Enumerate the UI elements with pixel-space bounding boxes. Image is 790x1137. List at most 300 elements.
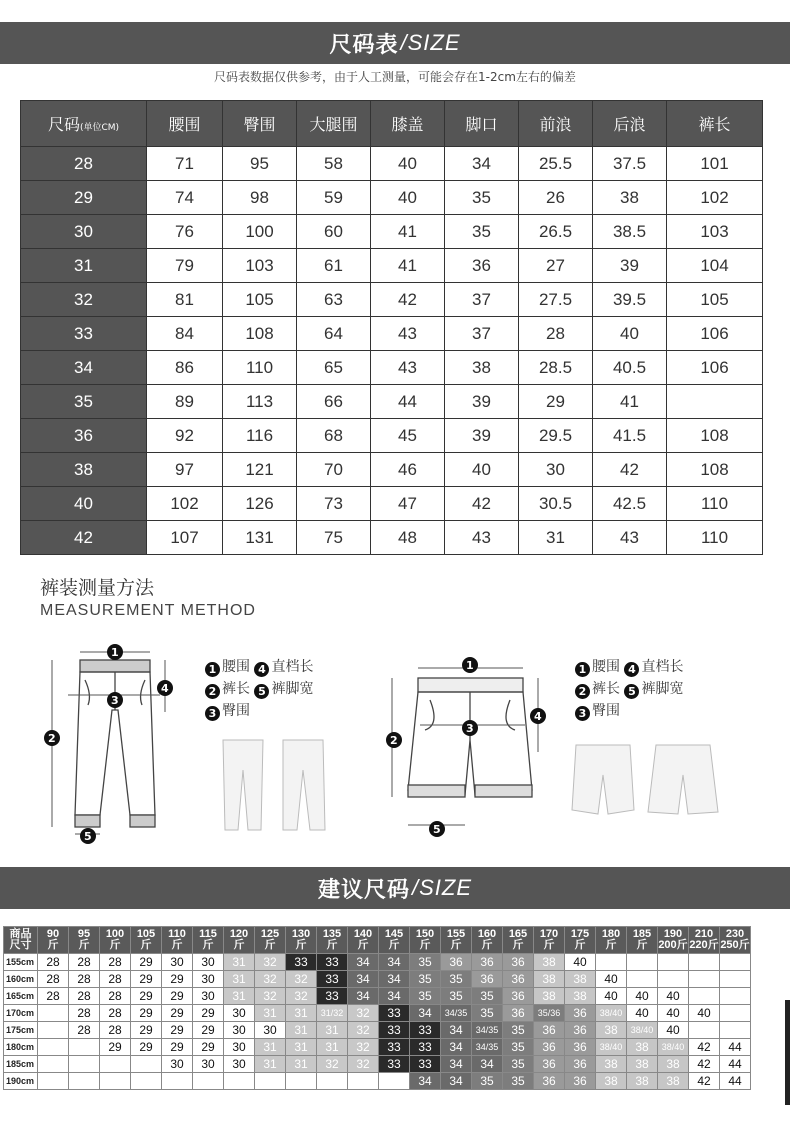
size-value: 101: [667, 147, 763, 181]
corner-top: 商品: [9, 928, 32, 940]
recommend-cell: [379, 1073, 410, 1090]
recommend-cell: 31: [255, 1056, 286, 1073]
recommend-cell: 38: [658, 1073, 689, 1090]
recommend-cell: 35: [503, 1073, 534, 1090]
weight-unit: 斤: [295, 939, 307, 951]
recommend-cell: 38: [534, 971, 565, 988]
size-col-header: 膝盖: [371, 101, 445, 147]
size-row: [21, 249, 763, 283]
svg-text:5: 5: [433, 823, 441, 836]
weight-unit: 斤: [202, 939, 214, 951]
height-label: 180cm: [4, 1039, 38, 1056]
size-value: 47: [371, 487, 445, 521]
size-value: 25.5: [519, 147, 593, 181]
measurement-title: 裤装测量方法: [40, 577, 155, 599]
size-col-header: 臀围: [223, 101, 297, 147]
size-value: 64: [297, 317, 371, 351]
weight-header: [441, 927, 472, 954]
recommend-cell: 38/40: [658, 1039, 689, 1056]
recommend-cell: 33: [317, 954, 348, 971]
recommend-cell: 28: [100, 971, 131, 988]
weight-header: [193, 927, 224, 954]
recommend-cell: 40: [596, 988, 627, 1005]
size-row: [21, 453, 763, 487]
recommend-title-cn: 建议尺码: [317, 877, 410, 903]
size-value: 89: [147, 385, 223, 419]
size-label: 36: [21, 419, 147, 453]
recommend-cell: [720, 1022, 751, 1039]
recommend-cell: 35/36: [534, 1005, 565, 1022]
legend-num-5: 5: [624, 684, 639, 699]
size-label: 34: [21, 351, 147, 385]
legend-num-1: 1: [205, 662, 220, 677]
recommend-cell: 38: [565, 988, 596, 1005]
size-value: 126: [223, 487, 297, 521]
weight-header: [286, 927, 317, 954]
weight-header: [627, 927, 658, 954]
recommend-cell: 28: [69, 1005, 100, 1022]
size-value: 39: [445, 419, 519, 453]
long-pants-photos: [215, 735, 335, 835]
legend-waist: 腰围: [592, 659, 620, 675]
legend-rise: 直档长: [271, 659, 314, 675]
weight-unit: 220斤: [689, 939, 719, 951]
weight-value: 140: [353, 928, 373, 940]
size-value: 26.5: [519, 215, 593, 249]
recommend-cell: [689, 971, 720, 988]
legend-waist: 腰围: [222, 659, 250, 675]
recommend-cell: 29: [162, 1005, 193, 1022]
svg-text:4: 4: [534, 710, 542, 723]
height-label: 160cm: [4, 971, 38, 988]
recommend-cell: [286, 1073, 317, 1090]
size-value: 37: [445, 283, 519, 317]
size-label: 31: [21, 249, 147, 283]
recommend-cell: 31: [286, 1005, 317, 1022]
recommend-cell: 35: [441, 988, 472, 1005]
size-row: [21, 215, 763, 249]
recommend-cell: 33: [410, 1039, 441, 1056]
recommend-cell: 40: [596, 971, 627, 988]
size-row: [21, 521, 763, 555]
recommend-cell: 34/35: [441, 1005, 472, 1022]
size-row: [21, 317, 763, 351]
size-value: 74: [147, 181, 223, 215]
svg-text:4: 4: [161, 682, 169, 695]
recommend-title-en: /SIZE: [412, 875, 473, 900]
recommend-cell: 42: [689, 1056, 720, 1073]
size-value: 42: [445, 487, 519, 521]
size-value: 116: [223, 419, 297, 453]
size-value: 108: [667, 453, 763, 487]
size-value: 41: [593, 385, 667, 419]
size-value: 68: [297, 419, 371, 453]
recommend-cell: [193, 1073, 224, 1090]
size-table: [20, 100, 763, 555]
size-col-header: 腰围: [147, 101, 223, 147]
weight-unit: 斤: [326, 939, 338, 951]
size-value: 39: [445, 385, 519, 419]
recommend-cell: 44: [720, 1056, 751, 1073]
size-value: 29: [519, 385, 593, 419]
recommend-cell: [689, 954, 720, 971]
recommend-row: [4, 988, 751, 1005]
recommend-cell: 38: [596, 1073, 627, 1090]
recommend-cell: 32: [348, 1056, 379, 1073]
recommend-row: [4, 1073, 751, 1090]
recommend-cell: 34/35: [472, 1039, 503, 1056]
recommend-cell: 31: [224, 954, 255, 971]
weight-value: 145: [384, 928, 404, 940]
recommend-cell: 36: [472, 971, 503, 988]
recommend-cell: 36: [565, 1022, 596, 1039]
size-value: 100: [223, 215, 297, 249]
recommend-cell: 28: [100, 1022, 131, 1039]
weight-unit: 250斤: [720, 939, 750, 951]
recommend-cell: [658, 971, 689, 988]
size-value: 40: [371, 147, 445, 181]
recommend-cell: 31: [317, 1039, 348, 1056]
recommend-cell: 32: [255, 971, 286, 988]
weight-header: [503, 927, 534, 954]
recommend-cell: [69, 1039, 100, 1056]
weight-value: 120: [229, 928, 249, 940]
size-value: 110: [223, 351, 297, 385]
recommend-cell: 36: [534, 1073, 565, 1090]
legend-hem: 裤脚宽: [641, 681, 684, 697]
recommend-cell: 36: [534, 1056, 565, 1073]
recommend-cell: 29: [131, 988, 162, 1005]
size-value: 102: [147, 487, 223, 521]
size-value: 43: [445, 521, 519, 555]
recommend-cell: 30: [162, 1056, 193, 1073]
recommend-cell: 38: [596, 1022, 627, 1039]
weight-header: [348, 927, 379, 954]
recommend-cell: 31: [224, 971, 255, 988]
weight-unit: 斤: [388, 939, 400, 951]
recommend-cell: 38/40: [596, 1039, 627, 1056]
recommend-cell: 38: [627, 1073, 658, 1090]
weight-unit: 斤: [47, 939, 59, 951]
weight-unit: 200斤: [658, 939, 688, 951]
size-value: 108: [667, 419, 763, 453]
recommend-cell: 29: [131, 954, 162, 971]
size-value: 45: [371, 419, 445, 453]
height-label: 190cm: [4, 1073, 38, 1090]
recommend-cell: [317, 1073, 348, 1090]
recommend-row: [4, 971, 751, 988]
recommend-cell: 29: [162, 1022, 193, 1039]
weight-value: 130: [291, 928, 311, 940]
weight-header: [100, 927, 131, 954]
weight-value: 160: [477, 928, 497, 940]
size-header-main: 尺码: [47, 115, 80, 134]
legend-num-4: 4: [624, 662, 639, 677]
recommend-cell: 28: [100, 1005, 131, 1022]
size-value: 41.5: [593, 419, 667, 453]
size-value: 28.5: [519, 351, 593, 385]
weight-unit: 斤: [233, 939, 245, 951]
recommend-cell: 29: [100, 1039, 131, 1056]
recommend-cell: 29: [193, 1039, 224, 1056]
recommend-cell: 34: [348, 988, 379, 1005]
weight-header: [410, 927, 441, 954]
weight-header: [565, 927, 596, 954]
recommend-cell: 31/32: [317, 1005, 348, 1022]
recommend-cell: 38/40: [596, 1005, 627, 1022]
recommend-row: [4, 1005, 751, 1022]
recommend-cell: 32: [348, 1039, 379, 1056]
weight-unit: 斤: [543, 939, 555, 951]
recommend-cell: 29: [162, 971, 193, 988]
recommend-cell: 29: [162, 988, 193, 1005]
recommend-cell: [131, 1073, 162, 1090]
weight-header: [379, 927, 410, 954]
recommend-cell: 40: [565, 954, 596, 971]
disclaimer-note: 尺码表数据仅供参考，由于人工测量，可能会存在1-2cm左右的偏差: [214, 70, 576, 84]
legend-hip: 臀围: [592, 703, 620, 719]
recommend-cell: 34/35: [472, 1022, 503, 1039]
recommend-cell: [38, 1073, 69, 1090]
recommend-cell: 29: [193, 1022, 224, 1039]
size-value: 46: [371, 453, 445, 487]
size-value: 61: [297, 249, 371, 283]
recommend-cell: [720, 971, 751, 988]
recommend-cell: 40: [658, 1005, 689, 1022]
size-value: 41: [371, 249, 445, 283]
size-label: 40: [21, 487, 147, 521]
recommend-cell: 35: [503, 1056, 534, 1073]
recommend-cell: 28: [38, 971, 69, 988]
banner-title-cn: 尺码表: [329, 32, 399, 58]
recommend-cell: 32: [348, 1022, 379, 1039]
size-value: 105: [223, 283, 297, 317]
svg-text:3: 3: [111, 694, 119, 707]
size-value: 40.5: [593, 351, 667, 385]
recommend-cell: 32: [255, 988, 286, 1005]
recommend-cell: 35: [472, 1005, 503, 1022]
size-label: 28: [21, 147, 147, 181]
height-label: 175cm: [4, 1022, 38, 1039]
size-value: 75: [297, 521, 371, 555]
recommend-cell: 36: [503, 954, 534, 971]
recommend-cell: 31: [286, 1022, 317, 1039]
size-header-unit: (单位CM): [79, 123, 120, 133]
size-value: 40: [593, 317, 667, 351]
shorts-photos: [568, 740, 728, 820]
height-label: 155cm: [4, 954, 38, 971]
size-value: 37.5: [593, 147, 667, 181]
size-value: 103: [667, 215, 763, 249]
recommend-cell: [720, 1005, 751, 1022]
size-value: 29.5: [519, 419, 593, 453]
legend-num-2: 2: [575, 684, 590, 699]
legend-num-3: 3: [205, 706, 220, 721]
weight-unit: 斤: [512, 939, 524, 951]
recommend-cell: 34: [348, 971, 379, 988]
size-col-header: 后浪: [593, 101, 667, 147]
recommend-cell: [131, 1056, 162, 1073]
recommend-cell: 38: [565, 971, 596, 988]
size-value: 121: [223, 453, 297, 487]
size-value: 79: [147, 249, 223, 283]
recommend-row: [4, 1056, 751, 1073]
size-value: 60: [297, 215, 371, 249]
weight-value: 190: [663, 928, 683, 940]
svg-text:1: 1: [466, 659, 474, 672]
size-value: 104: [667, 249, 763, 283]
size-value: 110: [667, 487, 763, 521]
size-value: 131: [223, 521, 297, 555]
recommend-cell: 29: [131, 1039, 162, 1056]
size-value: 43: [593, 521, 667, 555]
recommend-cell: 38: [627, 1056, 658, 1073]
recommend-cell: 29: [131, 1005, 162, 1022]
size-value: 38.5: [593, 215, 667, 249]
size-label: 38: [21, 453, 147, 487]
recommend-cell: 34: [379, 971, 410, 988]
recommend-cell: 38: [627, 1039, 658, 1056]
recommend-cell: 30: [224, 1005, 255, 1022]
size-value: 37: [445, 317, 519, 351]
size-col-header: 裤长: [667, 101, 763, 147]
recommend-cell: 31: [255, 1005, 286, 1022]
recommend-cell: 28: [69, 1022, 100, 1039]
size-label: 35: [21, 385, 147, 419]
recommend-cell: 29: [162, 1039, 193, 1056]
recommend-cell: 44: [720, 1073, 751, 1090]
recommend-cell: 28: [69, 954, 100, 971]
shorts-diagram: [380, 650, 555, 840]
size-value: 81: [147, 283, 223, 317]
size-value: 26: [519, 181, 593, 215]
weight-value: 210: [694, 928, 714, 940]
recommend-cell: 35: [441, 971, 472, 988]
recommend-cell: 33: [410, 1022, 441, 1039]
svg-text:2: 2: [48, 732, 56, 745]
weight-unit: 斤: [78, 939, 90, 951]
recommend-cell: 34: [410, 1005, 441, 1022]
recommend-cell: 36: [472, 954, 503, 971]
recommend-cell: 36: [534, 1022, 565, 1039]
size-value: 86: [147, 351, 223, 385]
recommend-cell: 29: [131, 971, 162, 988]
recommend-cell: 33: [379, 1005, 410, 1022]
legend-num-2: 2: [205, 684, 220, 699]
recommend-cell: [720, 954, 751, 971]
size-chart-banner: [0, 22, 790, 64]
recommend-cell: 30: [255, 1022, 286, 1039]
recommend-cell: 40: [627, 1005, 658, 1022]
size-value: 102: [667, 181, 763, 215]
weight-value: 115: [199, 928, 217, 940]
recommend-cell: 38: [534, 954, 565, 971]
recommend-cell: 40: [658, 1022, 689, 1039]
shorts-legend: [575, 656, 683, 722]
recommend-cell: [38, 1022, 69, 1039]
weight-unit: 斤: [171, 939, 183, 951]
legend-num-1: 1: [575, 662, 590, 677]
size-value: 70: [297, 453, 371, 487]
recommend-corner: [4, 927, 38, 954]
recommend-cell: 30: [224, 1022, 255, 1039]
weight-header: [131, 927, 162, 954]
recommend-cell: 33: [410, 1056, 441, 1073]
size-value: 107: [147, 521, 223, 555]
recommend-cell: 34: [472, 1056, 503, 1073]
size-value: 34: [445, 147, 519, 181]
weight-unit: 斤: [419, 939, 431, 951]
size-value: 110: [667, 521, 763, 555]
recommend-cell: 33: [317, 988, 348, 1005]
height-label: 170cm: [4, 1005, 38, 1022]
size-value: 98: [223, 181, 297, 215]
recommend-banner: [0, 867, 790, 909]
recommend-cell: [627, 971, 658, 988]
size-value: 43: [371, 351, 445, 385]
weight-unit: 斤: [109, 939, 121, 951]
weight-header: [472, 927, 503, 954]
recommend-cell: [38, 1005, 69, 1022]
recommend-cell: 31: [286, 1056, 317, 1073]
recommend-cell: 34: [379, 954, 410, 971]
size-value: 92: [147, 419, 223, 453]
recommend-cell: 34: [441, 1039, 472, 1056]
recommend-cell: 30: [193, 954, 224, 971]
recommend-cell: 33: [379, 1056, 410, 1073]
recommend-cell: 36: [503, 1005, 534, 1022]
size-label: 30: [21, 215, 147, 249]
size-value: 38: [593, 181, 667, 215]
recommend-cell: 28: [38, 954, 69, 971]
recommend-cell: 34: [410, 1073, 441, 1090]
weight-header: [317, 927, 348, 954]
weight-value: 170: [539, 928, 559, 940]
size-value: 35: [445, 181, 519, 215]
size-value: 40: [445, 453, 519, 487]
svg-text:2: 2: [390, 734, 398, 747]
weight-value: 90: [46, 928, 60, 940]
size-value: 42.5: [593, 487, 667, 521]
recommend-cell: 35: [472, 1073, 503, 1090]
svg-text:5: 5: [84, 830, 92, 843]
size-row: [21, 351, 763, 385]
recommend-cell: 33: [317, 971, 348, 988]
weight-header: [689, 927, 720, 954]
recommend-cell: [38, 1039, 69, 1056]
weight-header: [224, 927, 255, 954]
size-column-header: [21, 101, 147, 147]
size-value: 39: [593, 249, 667, 283]
size-label: 42: [21, 521, 147, 555]
size-value: 97: [147, 453, 223, 487]
size-label: 29: [21, 181, 147, 215]
weight-header: [658, 927, 689, 954]
size-value: 35: [445, 215, 519, 249]
size-value: [667, 385, 763, 419]
size-value: 41: [371, 215, 445, 249]
recommend-cell: 38: [534, 988, 565, 1005]
weight-value: 125: [260, 928, 280, 940]
size-row: [21, 283, 763, 317]
size-row: [21, 385, 763, 419]
recommend-cell: 34: [441, 1022, 472, 1039]
size-value: 27.5: [519, 283, 593, 317]
size-col-header: 前浪: [519, 101, 593, 147]
recommend-cell: 28: [100, 954, 131, 971]
size-value: 76: [147, 215, 223, 249]
weight-header: [162, 927, 193, 954]
